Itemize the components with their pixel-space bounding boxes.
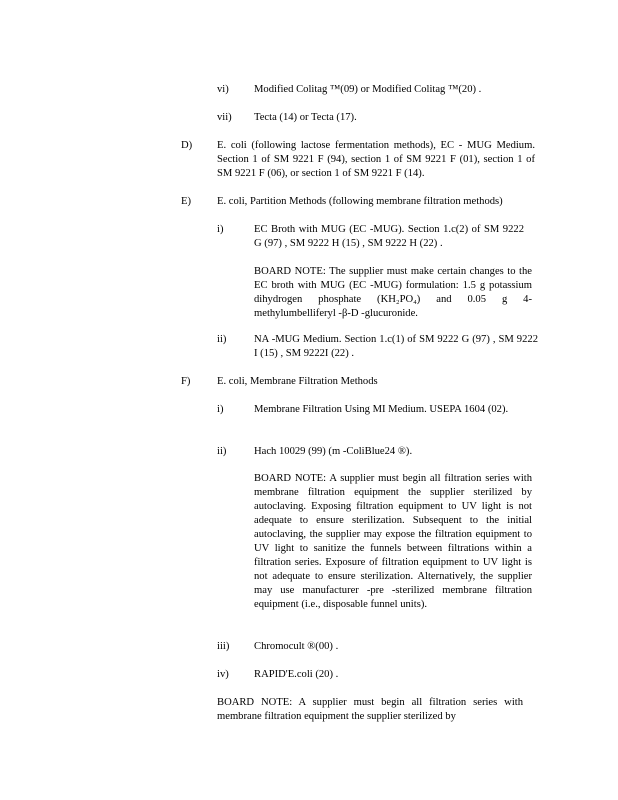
section-f-text: E. coli, Membrane Filtration Methods	[217, 376, 378, 387]
section-f-label: F)	[181, 376, 191, 387]
item-f-i-text: Membrane Filtration Using MI Medium. USEPA 1604 (02).	[254, 404, 509, 415]
section-e-text: E. coli, Partition Methods (following membrane filtration methods)	[217, 196, 503, 207]
item-e-ii-text: NA -MUG Medium. Section 1.c(1) of SM 9222 G (97) , SM 9222 I (15) , SM 9222I (22) .	[254, 334, 538, 359]
item-f-iv-text: RAPID'E.coli (20) .	[254, 669, 339, 680]
item-f-iii-text: Chromocult ®(00) .	[254, 641, 339, 652]
section-d-text: E. coli (following lactose fermentation methods), EC - MUG Medium. Section 1 of SM 9221 F (94), section 1 of SM 9221 F (01), section 1 of SM 9221 F (06), or section 1 of SM 9221 F (14).	[217, 140, 535, 179]
item-vi-text: Modified Colitag ™(09) or Modified Colitag ™(20) .	[254, 84, 482, 95]
board-note-filtration-sterilization: BOARD NOTE: A supplier must begin all filtration series with membrane filtration equipment the supplier sterilized by autoclaving. Exposing filtration equipment to UV light is not adequate to ensure sterilization. Subsequent to the initial autoclaving, the supplier may expose the filtration equipment to UV light to sanitize the funnels between filtrations within a filtration series. Exposure of filtration equipment to UV light is not adequate to ensure sterilization. Alternatively, the supplier may use manufacturer -pre -sterilized membrane filtration equipment (i.e., disposable funnel units).	[254, 473, 532, 610]
item-e-ii-label: ii)	[217, 334, 227, 345]
board-note-ec-mug: BOARD NOTE: The supplier must make certain changes to the EC broth with MUG (EC -MUG) formulation: 1.5 g potassium dihydrogen phosphate (KH₂PO₄) and 0.05 g 4-methylumbelliferyl -β-D -glucuronide.	[254, 266, 532, 319]
item-f-iv-label: iv)	[217, 669, 229, 680]
item-f-ii-label: ii)	[217, 446, 227, 457]
item-f-ii-text: Hach 10029 (99) (m -ColiBlue24 ®).	[254, 446, 413, 457]
item-vii-label: vii)	[217, 112, 232, 123]
item-vi-label: vi)	[217, 84, 229, 95]
section-e-label: E)	[181, 196, 191, 207]
section-d-label: D)	[181, 140, 193, 151]
item-e-i-text: EC Broth with MUG (EC -MUG). Section 1.c(2) of SM 9222 G (97) , SM 9222 H (15) , SM 9222 H (22) .	[254, 224, 524, 249]
item-e-i-label: i)	[217, 224, 224, 235]
item-vii-text: Tecta (14) or Tecta (17).	[254, 112, 357, 123]
item-f-i-label: i)	[217, 404, 224, 415]
board-note-trailing: BOARD NOTE: A supplier must begin all filtration series with membrane filtration equipment the supplier sterilized by	[217, 697, 523, 722]
item-f-iii-label: iii)	[217, 641, 230, 652]
